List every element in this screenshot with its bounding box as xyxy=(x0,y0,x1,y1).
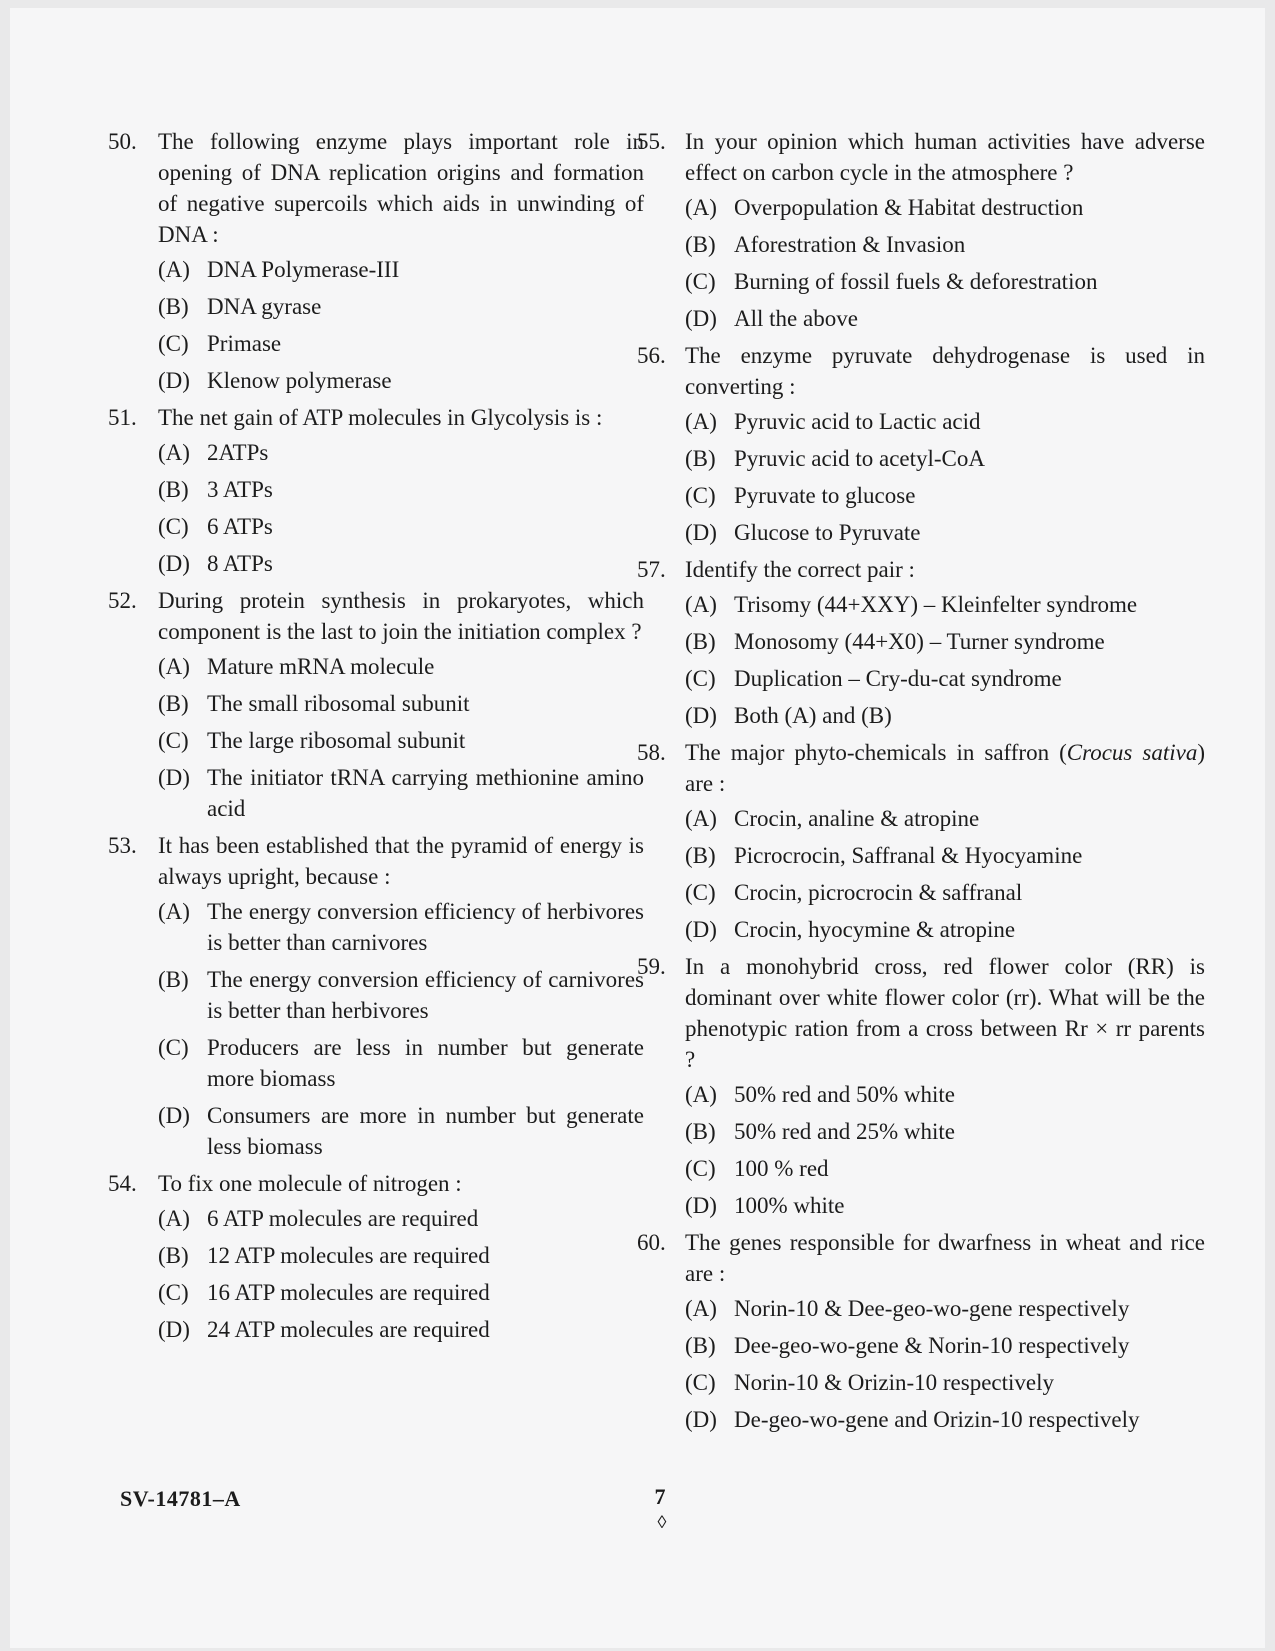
option-b xyxy=(685,1330,1205,1361)
option-text: Klenow polymerase xyxy=(207,368,392,393)
question-number: 54. xyxy=(108,1171,137,1196)
question-51 xyxy=(108,402,644,579)
option-c xyxy=(685,1367,1205,1398)
option-c xyxy=(685,663,1205,694)
option-label: (B) xyxy=(685,232,716,257)
option-label: (C) xyxy=(685,666,716,691)
option-text: Crocin, hyocymine & atropine xyxy=(734,917,1016,942)
option-label: (C) xyxy=(158,1280,189,1305)
options-list xyxy=(158,1203,644,1345)
option-label: (C) xyxy=(158,331,189,356)
question-57 xyxy=(637,554,1205,731)
question-54 xyxy=(108,1168,644,1345)
option-text: 50% red and 50% white xyxy=(734,1082,955,1107)
option-a xyxy=(158,896,644,958)
option-label: (B) xyxy=(158,477,189,502)
option-text: 100% white xyxy=(734,1193,845,1218)
question-text-end: ) are : xyxy=(685,740,1205,796)
option-label: (D) xyxy=(685,1407,717,1432)
option-d xyxy=(158,762,644,824)
option-label: (A) xyxy=(158,654,190,679)
option-label: (B) xyxy=(158,967,189,992)
question-text xyxy=(685,737,1205,799)
option-label: (D) xyxy=(158,551,190,576)
option-label: (B) xyxy=(685,1119,716,1144)
species-name: Crocus sativa xyxy=(1066,740,1198,765)
option-c xyxy=(158,1032,644,1094)
question-number: 58. xyxy=(637,740,666,765)
option-b xyxy=(158,1240,644,1271)
option-b xyxy=(158,964,644,1026)
question-number: 57. xyxy=(637,557,666,582)
option-label: (A) xyxy=(158,440,190,465)
option-label: (A) xyxy=(685,1082,717,1107)
option-d xyxy=(158,1100,644,1162)
option-d xyxy=(685,303,1205,334)
option-b xyxy=(685,229,1205,260)
option-label: (B) xyxy=(158,691,189,716)
options-list xyxy=(685,803,1205,945)
option-text: Consumers are more in number but generate less biomass xyxy=(207,1103,644,1159)
option-b xyxy=(158,474,644,505)
question-number: 55. xyxy=(637,129,666,154)
question-53 xyxy=(108,830,644,1162)
option-text: Duplication – Cry-du-cat syndrome xyxy=(734,666,1062,691)
question-text: It has been established that the pyramid of energy is always upright, because : xyxy=(158,833,644,889)
options-list xyxy=(158,896,644,1162)
option-label: (D) xyxy=(685,917,717,942)
question-text: The following enzyme plays important role in opening of DNA replication origins and formation of negative supercoils which aids in unwinding of DNA : xyxy=(158,129,644,247)
option-d xyxy=(685,914,1205,945)
question-text: To fix one molecule of nitrogen : xyxy=(158,1171,462,1196)
question-number: 52. xyxy=(108,588,137,613)
option-text: Mature mRNA molecule xyxy=(207,654,435,679)
question-number: 50. xyxy=(108,129,137,154)
option-text: 16 ATP molecules are required xyxy=(207,1280,490,1305)
option-text: Both (A) and (B) xyxy=(734,703,892,728)
option-d xyxy=(685,1404,1205,1435)
option-label: (D) xyxy=(685,306,717,331)
option-a xyxy=(158,1203,644,1234)
option-c xyxy=(685,480,1205,511)
question-60 xyxy=(637,1227,1205,1435)
option-text: Primase xyxy=(207,331,282,356)
option-text: Dee-geo-wo-gene & Norin-10 respectively xyxy=(734,1333,1130,1358)
option-label: (C) xyxy=(158,1035,189,1060)
option-text: The small ribosomal subunit xyxy=(207,691,470,716)
option-label: (A) xyxy=(685,409,717,434)
question-text: During protein synthesis in prokaryotes, which component is the last to join the initiation complex ? xyxy=(158,588,644,644)
options-list xyxy=(158,254,644,396)
booklet-code: SV-14781–A xyxy=(120,1486,241,1511)
diamond-icon: ◊ xyxy=(657,1512,667,1532)
question-number: 60. xyxy=(637,1230,666,1255)
question-text: Identify the correct pair : xyxy=(685,557,915,582)
option-a xyxy=(158,254,644,285)
question-text: In your opinion which human activities have adverse effect on carbon cycle in the atmosphere ? xyxy=(685,129,1205,185)
option-label: (A) xyxy=(158,899,190,924)
option-label: (A) xyxy=(158,1206,190,1231)
option-text: The initiator tRNA carrying methionine amino acid xyxy=(207,765,644,821)
options-list xyxy=(685,1079,1205,1221)
option-text: 24 ATP molecules are required xyxy=(207,1317,490,1342)
option-label: (C) xyxy=(685,1156,716,1181)
question-56 xyxy=(637,340,1205,548)
options-list xyxy=(158,651,644,824)
option-text: 50% red and 25% white xyxy=(734,1119,955,1144)
option-text: The energy conversion efficiency of carnivores is better than herbivores xyxy=(207,967,644,1023)
option-text: DNA gyrase xyxy=(207,294,322,319)
option-label: (A) xyxy=(685,806,717,831)
option-c xyxy=(158,725,644,756)
option-b xyxy=(158,688,644,719)
option-text: Producers are less in number but generate more biomass xyxy=(207,1035,644,1091)
question-58 xyxy=(637,737,1205,945)
option-d xyxy=(158,548,644,579)
option-label: (A) xyxy=(685,592,717,617)
option-label: (C) xyxy=(685,269,716,294)
question-50 xyxy=(108,126,644,396)
option-label: (B) xyxy=(158,294,189,319)
option-text: Crocin, picrocrocin & saffranal xyxy=(734,880,1023,905)
option-label: (B) xyxy=(685,843,716,868)
option-label: (A) xyxy=(685,195,717,220)
option-c xyxy=(158,1277,644,1308)
question-55 xyxy=(637,126,1205,334)
option-label: (C) xyxy=(158,728,189,753)
options-list xyxy=(685,406,1205,548)
option-label: (D) xyxy=(685,520,717,545)
option-label: (D) xyxy=(158,1103,190,1128)
question-text: The genes responsible for dwarfness in wheat and rice are : xyxy=(685,1230,1205,1286)
option-label: (D) xyxy=(685,703,717,728)
option-text: Pyruvic acid to Lactic acid xyxy=(734,409,981,434)
question-number: 56. xyxy=(637,343,666,368)
exam-page xyxy=(10,8,1265,1648)
question-text: The enzyme pyruvate dehydrogenase is used in converting : xyxy=(685,343,1205,399)
question-number: 53. xyxy=(108,833,137,858)
option-text: Picrocrocin, Saffranal & Hyocyamine xyxy=(734,843,1083,868)
option-label: (A) xyxy=(685,1296,717,1321)
option-text: Glucose to Pyruvate xyxy=(734,520,921,545)
option-text: DNA Polymerase-III xyxy=(207,257,400,282)
option-label: (C) xyxy=(685,880,716,905)
option-label: (D) xyxy=(685,1193,717,1218)
option-a xyxy=(158,651,644,682)
option-text: De-geo-wo-gene and Orizin-10 respectively xyxy=(734,1407,1140,1432)
option-a xyxy=(685,406,1205,437)
options-list xyxy=(685,1293,1205,1435)
option-d xyxy=(158,365,644,396)
option-text: 8 ATPs xyxy=(207,551,273,576)
options-list xyxy=(158,437,644,579)
option-c xyxy=(685,877,1205,908)
option-text: Trisomy (44+XXY) – Kleinfelter syndrome xyxy=(734,592,1138,617)
option-d xyxy=(685,517,1205,548)
option-text: The energy conversion efficiency of herbivores is better than carnivores xyxy=(207,899,644,955)
option-b xyxy=(685,840,1205,871)
options-list xyxy=(685,589,1205,731)
option-label: (D) xyxy=(158,368,190,393)
option-text: Aforestration & Invasion xyxy=(734,232,966,257)
option-text: 3 ATPs xyxy=(207,477,273,502)
option-text: Pyruvate to glucose xyxy=(734,483,916,508)
option-text: Pyruvic acid to acetyl-CoA xyxy=(734,446,986,471)
option-a xyxy=(158,437,644,468)
option-d xyxy=(158,1314,644,1345)
option-a xyxy=(685,803,1205,834)
option-label: (B) xyxy=(685,1333,716,1358)
option-text: 2ATPs xyxy=(207,440,269,465)
option-label: (C) xyxy=(685,483,716,508)
right-column xyxy=(637,126,1205,1441)
option-b xyxy=(685,1116,1205,1147)
option-text: Norin-10 & Orizin-10 respectively xyxy=(734,1370,1054,1395)
option-c xyxy=(158,328,644,359)
question-number: 59. xyxy=(637,954,666,979)
option-a xyxy=(685,589,1205,620)
option-label: (B) xyxy=(158,1243,189,1268)
option-b xyxy=(685,443,1205,474)
option-d xyxy=(685,1190,1205,1221)
option-text: 6 ATP molecules are required xyxy=(207,1206,479,1231)
options-list xyxy=(685,192,1205,334)
option-c xyxy=(685,266,1205,297)
question-59 xyxy=(637,951,1205,1221)
question-text: The net gain of ATP molecules in Glycolysis is : xyxy=(158,405,603,430)
option-text: The large ribosomal subunit xyxy=(207,728,466,753)
option-text: Overpopulation & Habitat destruction xyxy=(734,195,1084,220)
option-c xyxy=(158,511,644,542)
option-label: (B) xyxy=(685,629,716,654)
option-text: 100 % red xyxy=(734,1156,829,1181)
option-text: Burning of fossil fuels & deforestration xyxy=(734,269,1098,294)
option-text: Norin-10 & Dee-geo-wo-gene respectively xyxy=(734,1296,1130,1321)
option-c xyxy=(685,1153,1205,1184)
option-text: Crocin, analine & atropine xyxy=(734,806,980,831)
option-a xyxy=(685,1293,1205,1324)
option-d xyxy=(685,700,1205,731)
question-number: 51. xyxy=(108,405,137,430)
option-text: 6 ATPs xyxy=(207,514,273,539)
option-label: (B) xyxy=(685,446,716,471)
question-text: In a monohybrid cross, red flower color (RR) is dominant over white flower color (rr). What will be the phenotypic ration from a cross between Rr × rr parents ? xyxy=(685,954,1205,1072)
option-text: All the above xyxy=(734,306,858,331)
option-label: (D) xyxy=(158,765,190,790)
option-text: Monosomy (44+X0) – Turner syndrome xyxy=(734,629,1105,654)
page-number: 7 xyxy=(654,1484,666,1509)
option-text: 12 ATP molecules are required xyxy=(207,1243,490,1268)
option-label: (C) xyxy=(685,1370,716,1395)
option-a xyxy=(685,1079,1205,1110)
option-b xyxy=(158,291,644,322)
option-label: (A) xyxy=(158,257,190,282)
option-b xyxy=(685,626,1205,657)
option-label: (D) xyxy=(158,1317,190,1342)
option-a xyxy=(685,192,1205,223)
left-column xyxy=(108,126,644,1351)
option-label: (C) xyxy=(158,514,189,539)
question-text-start: The major phyto-chemicals in saffron ( xyxy=(685,740,1067,765)
question-52 xyxy=(108,585,644,824)
